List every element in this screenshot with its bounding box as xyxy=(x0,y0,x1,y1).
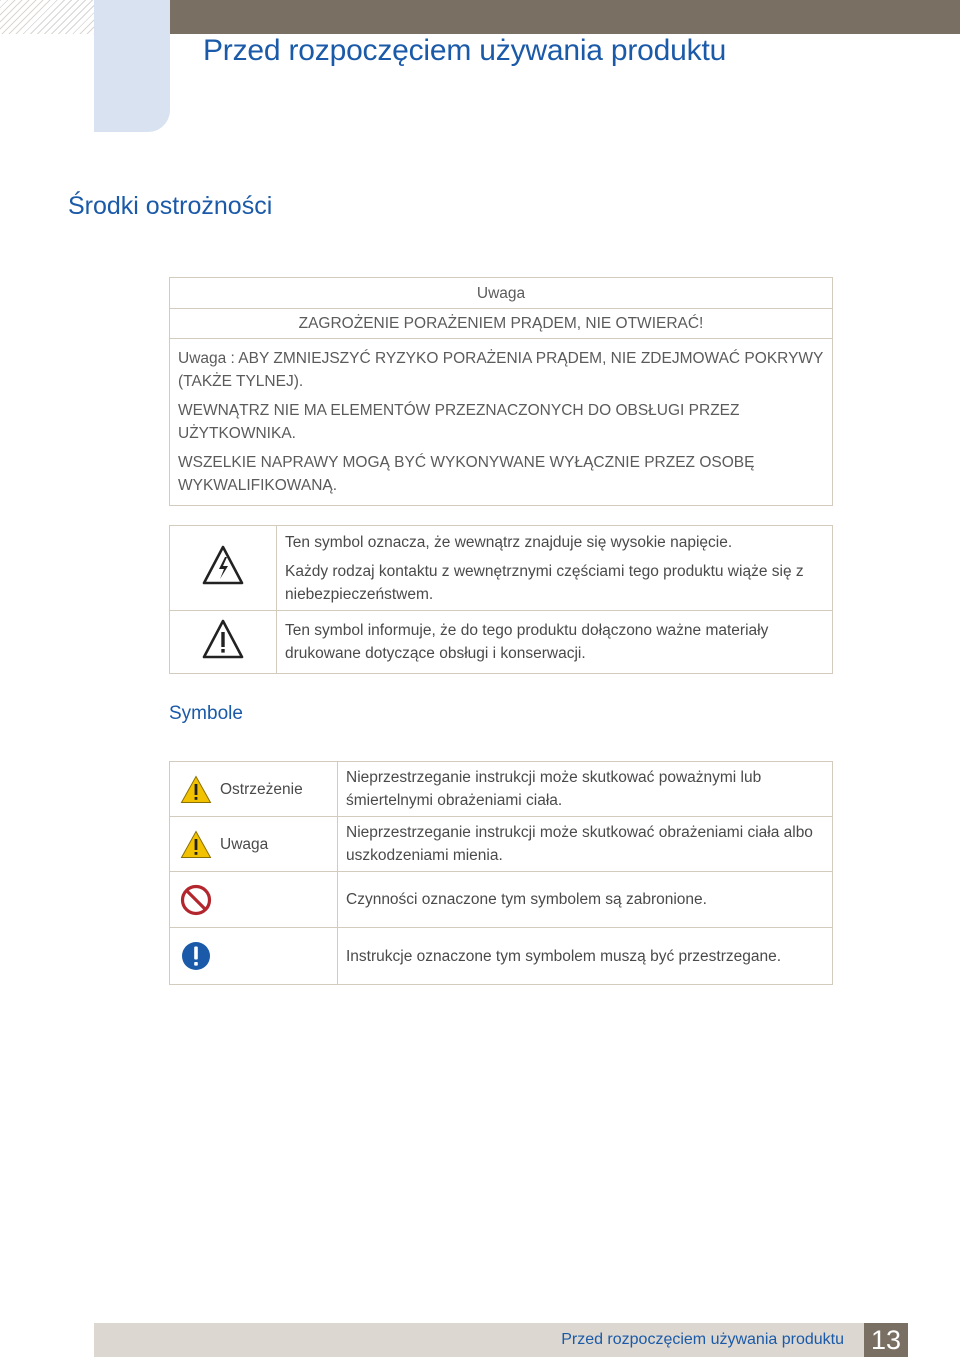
footer-title: Przed rozpoczęciem używania produktu xyxy=(561,1331,844,1348)
caution-line: ZAGROŻENIE PORAŻENIEM PRĄDEM, NIE OTWIERAĆ! xyxy=(170,309,833,339)
legend-text: Nieprzestrzeganie instrukcji może skutkować poważnymi lub śmiertelnymi obrażeniami ciała. xyxy=(338,762,833,817)
section-title: Środki ostrożności xyxy=(68,192,273,220)
caution-body xyxy=(170,339,833,506)
symbol-description xyxy=(277,526,833,611)
legend-text: Czynności oznaczone tym symbolem są zabronione. xyxy=(338,872,833,928)
header-tab xyxy=(94,0,170,132)
legend-text: Instrukcje oznaczone tym symbolem muszą być przestrzegane. xyxy=(338,928,833,985)
caution-paragraph: WSZELKIE NAPRAWY MOGĄ BYĆ WYKONYWANE WYŁĄCZNIE PRZEZ OSOBĘ WYKWALIFIKOWANĄ. xyxy=(178,454,755,494)
symbols-legend-table xyxy=(169,761,833,985)
prohibited-icon xyxy=(180,884,212,916)
symbol-meaning-table xyxy=(169,525,833,674)
mandatory-icon xyxy=(180,940,212,972)
page-number: 13 xyxy=(864,1323,908,1357)
caution-paragraph: WEWNĄTRZ NIE MA ELEMENTÓW PRZEZNACZONYCH DO OBSŁUGI PRZEZ UŻYTKOWNIKA. xyxy=(178,402,740,442)
header-hatch-pattern xyxy=(0,0,94,34)
symbols-title: Symbole xyxy=(169,703,243,724)
caution-paragraph: Uwaga : ABY ZMNIEJSZYĆ RYZYKO PORAŻENIA PRĄDEM, NIE ZDEJMOWAĆ POKRYWY (TAKŻE TYLNEJ). xyxy=(178,350,824,390)
legend-text: Nieprzestrzeganie instrukcji może skutkować obrażeniami ciała albo uszkodzeniami mienia. xyxy=(338,817,833,872)
symbol-icon-cell xyxy=(170,526,277,611)
page-title: Przed rozpoczęciem używania produktu xyxy=(203,34,727,67)
exclamation-warning-icon xyxy=(201,618,245,660)
caution-box xyxy=(169,277,833,506)
symbol-icon-cell xyxy=(170,611,277,674)
legend-label: Uwaga xyxy=(220,835,269,853)
high-voltage-warning-icon xyxy=(201,544,245,586)
caution-triangle-icon xyxy=(180,830,212,859)
caution-heading: Uwaga xyxy=(170,278,833,309)
symbol-description xyxy=(277,611,833,674)
symbol-line: Każdy rodzaj kontaktu z wewnętrznymi częściami tego produktu wiąże się z niebezpieczeństwem. xyxy=(285,562,804,603)
legend-label: Ostrzeżenie xyxy=(220,780,303,798)
legend-icon-cell xyxy=(170,762,338,817)
header-bar xyxy=(170,0,960,34)
legend-icon-cell xyxy=(170,872,338,928)
symbol-line: Ten symbol oznacza, że wewnątrz znajduje się wysokie napięcie. xyxy=(285,533,733,551)
symbol-line: Ten symbol informuje, że do tego produktu dołączono ważne materiały drukowane dotyczące obsługi i konserwacji. xyxy=(285,622,769,662)
legend-icon-cell xyxy=(170,817,338,872)
legend-icon-cell xyxy=(170,928,338,985)
warning-triangle-icon xyxy=(180,775,212,804)
